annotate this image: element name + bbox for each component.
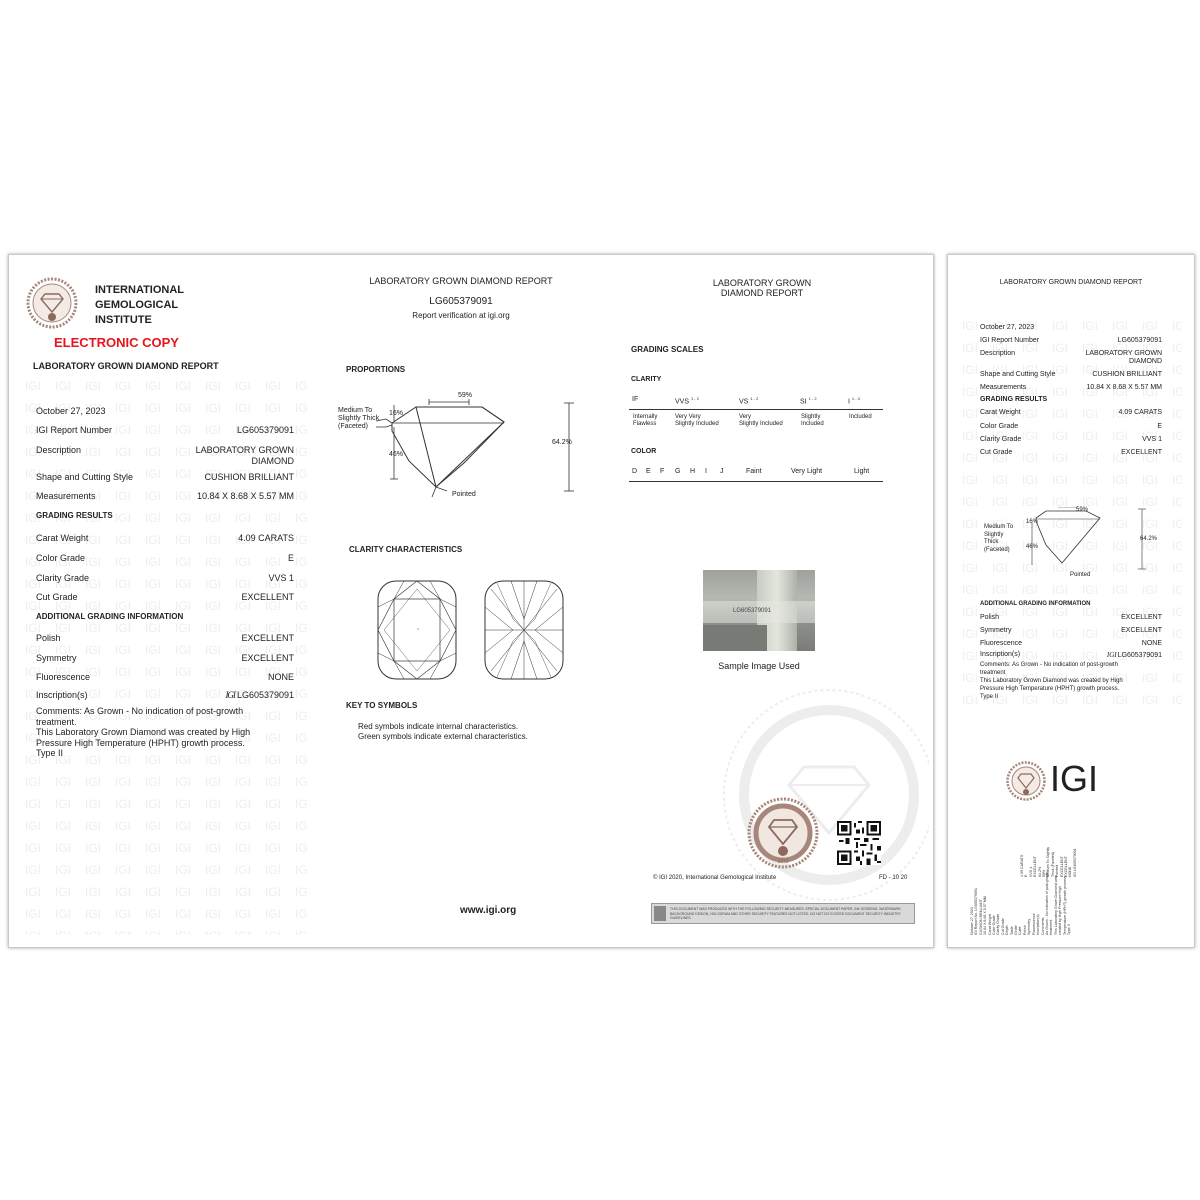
clarity-desc-si: Slightly Included [801,414,824,427]
stub-title: LABORATORY GROWN DIAMOND REPORT [999,279,1143,286]
pavilion-percent: 46% [389,451,404,458]
field-carat-weight: Carat Weight 4.09 CARATS [36,533,294,543]
field-cut-grade: Cut Grade EXCELLENT [36,592,294,602]
field-inscription: Inscription(s) IGI LG605379091 [36,690,294,700]
comments: Comments: As Grown - No indication of post-growth treatment. This Laboratory Grown Diamond was created by High Pressure High Temperature (HPHT) growth process. Type II [36,706,251,758]
document-icon [654,906,666,921]
additional-heading: ADDITIONAL GRADING INFORMATION [36,612,184,621]
stub-additional-heading: ADDITIONAL GRADING INFORMATION [980,601,1091,607]
center-verification: Report verification at igi.org [412,311,510,320]
crown-percent: 16% [389,410,404,417]
stub-igi-seal-icon [1006,761,1046,801]
color-scale-light: Light [854,468,870,475]
igi-seal-icon [26,277,78,329]
stub-field-symmetry: Symmetry EXCELLENT [980,627,1162,634]
stub-culet-label: Pointed [1070,572,1091,578]
qr-code[interactable] [837,821,881,865]
stub-igi-inscription-icon: IGI [1106,651,1117,659]
color-scale-faint: Faint [746,468,762,475]
website-link[interactable]: www.igi.org [460,905,517,916]
clarity-scale-heading: CLARITY [631,376,662,383]
stub-field-fluorescence: Fluorescence NONE [980,640,1162,647]
clarity-code-si: SI $^{1 - 2}$ [800,396,817,406]
clarity-characteristics-heading: CLARITY CHARACTERISTICS [349,545,463,554]
stub-field-clarity-grade: Clarity Grade VVS 1 [980,436,1162,443]
stub-crown-percent: 16% [1026,519,1039,525]
grading-scales-heading: GRADING SCALES [631,345,704,354]
sample-inscription-image: LG605379091 [703,570,815,651]
svg-text:1975: 1975 [777,859,789,865]
stub-field-shape: Shape and Cutting Style CUSHION BRILLIANT [980,371,1162,378]
stub-grading-results-heading: GRADING RESULTS [980,396,1048,403]
table-percent: 59% [458,392,473,399]
grading-results-heading: GRADING RESULTS [36,511,113,520]
stub-field-inscription: Inscription(s) IGILG605379091 [980,651,1162,659]
stub-pavilion-percent: 46% [1026,544,1039,550]
field-description: Description LABORATORY GROWN DIAMOND [36,445,294,466]
stub-depth-percent: 64.2% [1140,536,1158,542]
key-to-symbols-heading: KEY TO SYMBOLS [346,701,418,710]
stub-field-polish: Polish EXCELLENT [980,614,1162,621]
stub-date: October 27, 2023 [980,324,1035,331]
stub-field-measurements: Measurements 10.84 X 8.68 X 5.57 MM [980,384,1162,391]
stub-report-panel [947,254,1195,948]
proportions-diagram [334,383,574,505]
field-report-number: IGI Report Number LG605379091 [36,425,294,435]
stub-field-description: Description LABORATORY GROWN DIAMOND [980,350,1162,365]
stub-field-color-grade: Color Grade E [980,423,1162,430]
cushion-crown-diagram [376,579,458,681]
color-scale-letters: D E F G H I J [632,468,724,475]
main-report-panel [8,254,934,948]
field-clarity-grade: Clarity Grade VVS 1 [36,573,294,583]
report-date: October 27, 2023 [36,406,106,416]
cushion-pavilion-diagram [483,579,565,681]
proportions-heading: PROPORTIONS [346,365,406,374]
center-report-number: LG605379091 [429,296,493,307]
clarity-code-i: I $^{1 - 3}$ [848,396,860,406]
field-symmetry: Symmetry EXCELLENT [36,653,294,663]
electronic-copy-label: ELECTRONIC COPY [54,335,179,350]
field-measurements: Measurements 10.84 X 8.68 X 5.57 MM [36,491,294,501]
stub-girdle-label: Medium To Slightly Thick (Faceted) [984,524,1014,553]
key-to-symbols-text: Red symbols indicate internal characteristics. Green symbols indicate external characteristics. [358,722,528,741]
institute-name: INTERNATIONAL GEMOLOGICAL INSTITUTE [95,284,185,326]
sample-image-caption: Sample Image Used [718,661,800,671]
field-polish: Polish EXCELLENT [36,633,294,643]
girdle-label: Medium To Slightly Thick (Faceted) [338,407,380,430]
clarity-desc-vvs: Very Very Slightly Included [675,414,719,427]
security-notice-bar: THIS DOCUMENT WAS PRODUCED WITH THE FOLLOWING SECURITY MEASURES: SPECIAL DOCUMENT PAPER, INK SCREENS, WATERMARK BACKGROUND DESIGN, HOLOGRAM AND OTHER SECURITY FEATURES NOT LISTED. DO NOT DO EXCEED DOCUMENT SECURITY INDUSTRY GUIDELINES. [651,903,915,924]
stub-rotated-summary: October 27, 2023 IGI Report No. LG605379091 CUSHION BRILLIANT 10.84 X 8.68 X 5.57 MM Carat Weight Color Grade Clarity Grade Cut Grade Depth Table Girdle Culet Polish Symmetry Fluorescence Inscription(s) Comments As Grown - No indication of post-growth treatment. This Laboratory Grown Diamond was created by High Pressure High Temperature (HPHT) growth process. Type II 4.09 CARATS E VVS 1 EXCELLENT 64.2% 59% Medium To Slightly Thick (Faceted) Pointed EXCELLENT EXCELLENT NONE IGI LG605379091 [970,846,1077,935]
color-scale-heading: COLOR [631,448,657,455]
clarity-desc-i: Included [849,414,872,420]
clarity-desc-vs: Very Slightly Included [739,414,783,427]
stub-field-cut-grade: Cut Grade EXCELLENT [980,449,1162,456]
clarity-code-vs: VS $^{1 - 2}$ [739,396,759,406]
igi-inscription-icon: IGI [225,690,235,700]
clarity-desc-if: Internally Flawless [633,414,658,427]
clarity-scale-rule [629,409,883,410]
clarity-code-vvs: VVS $^{1 - 2}$ [675,396,699,406]
field-shape: Shape and Cutting Style CUSHION BRILLIANT [36,472,294,482]
clarity-code-if: IF [632,396,639,403]
depth-percent: 64.2% [552,439,572,446]
stub-comments: Comments: As Grown - No indication of post-growth treatment This Laboratory Grown Diamond was created by High Pressure High Temperature (HPHT) growth process. Type II [980,662,1123,700]
stub-table-percent: 59% [1076,507,1089,513]
stub-proportions-diagram [1018,507,1158,573]
copyright-text: © IGI 2020, International Gemological Institute [653,875,777,881]
stub-igi-logo-text: IGI [1050,758,1099,799]
stub-field-carat-weight: Carat Weight 4.09 CARATS [980,409,1162,416]
stub-field-report-number: IGI Report Number LG605379091 [980,337,1162,344]
igi-seal-large-icon [747,797,819,869]
color-scale-rule [629,481,883,482]
right-title: LABORATORY GROWN DIAMOND REPORT [712,278,812,298]
field-fluorescence: Fluorescence NONE [36,672,294,682]
center-title: LABORATORY GROWN DIAMOND REPORT [369,276,553,286]
culet-label: Pointed [452,491,476,498]
form-code: FD - 10 20 [879,875,908,881]
report-title: LABORATORY GROWN DIAMOND REPORT [33,361,219,371]
field-color-grade: Color Grade E [36,553,294,563]
color-scale-very-light: Very Light [791,468,823,475]
